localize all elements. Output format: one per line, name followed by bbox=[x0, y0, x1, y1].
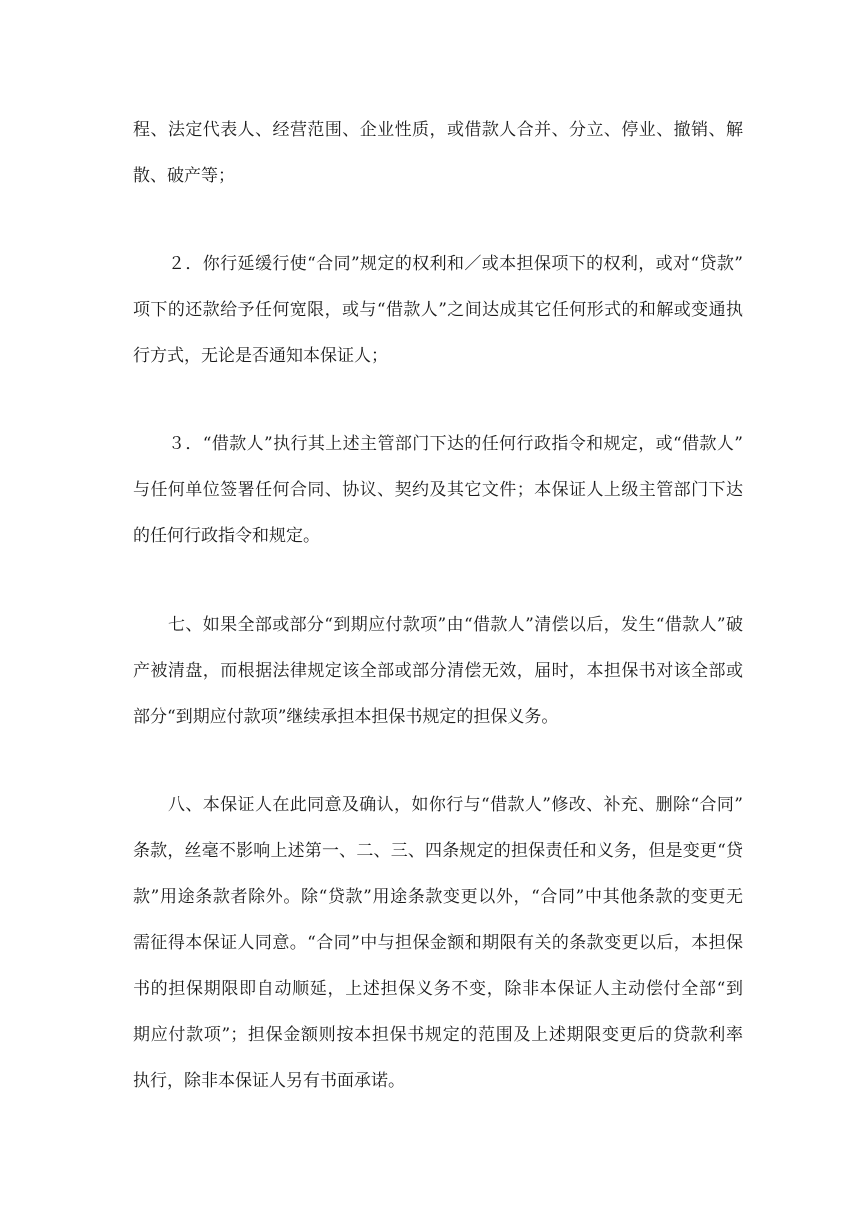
paragraph-5-line-6: 期应付款项”；担保金额则按本担保书规定的范围及上述期限变更后的贷款利率 bbox=[133, 1025, 743, 1045]
paragraph-2-line-3: 行方式，无论是否通知本保证人； bbox=[133, 346, 388, 366]
paragraph-1-line-1: 程、法定代表人、经营范围、企业性质，或借款人合并、分立、停业、撤销、解 bbox=[133, 120, 743, 140]
paragraph-3-line-3: 的任何行政指令和规定。 bbox=[133, 526, 320, 546]
paragraph-1-line-2: 散、破产等； bbox=[133, 166, 235, 186]
paragraph-4-line-2: 产被清盘，而根据法律规定该全部或部分清偿无效，届时，本担保书对该全部或 bbox=[133, 661, 743, 681]
paragraph-2-line-1: ２．你行延缓行使“合同”规定的权利和／或本担保项下的权利，或对“贷款” bbox=[168, 254, 743, 274]
paragraph-4-line-1: 七、如果全部或部分“到期应付款项”由“借款人”清偿以后，发生“借款人”破 bbox=[168, 615, 743, 635]
paragraph-5-line-5: 书的担保期限即自动顺延，上述担保义务不变，除非本保证人主动偿付全部“到 bbox=[133, 979, 743, 999]
paragraph-5-line-7: 执行，除非本保证人另有书面承诺。 bbox=[133, 1071, 405, 1091]
paragraph-3-line-2: 与任何单位签署任何合同、协议、契约及其它文件；本保证人上级主管部门下达 bbox=[133, 480, 743, 500]
paragraph-2-line-2: 项下的还款给予任何宽限，或与“借款人”之间达成其它任何形式的和解或变通执 bbox=[133, 300, 743, 320]
paragraph-5-line-1: 八、本保证人在此同意及确认，如你行与“借款人”修改、补充、删除“合同” bbox=[168, 795, 743, 815]
paragraph-4-line-3: 部分“到期应付款项”继续承担本担保书规定的担保义务。 bbox=[133, 707, 559, 727]
paragraph-5-line-3: 款”用途条款者除外。除“贷款”用途条款变更以外，“合同”中其他条款的变更无 bbox=[133, 887, 743, 907]
paragraph-5-line-2: 条款，丝毫不影响上述第一、二、三、四条规定的担保责任和义务，但是变更“贷 bbox=[133, 841, 743, 861]
paragraph-3-line-1: ３．“借款人”执行其上述主管部门下达的任何行政指令和规定，或“借款人” bbox=[168, 434, 743, 454]
paragraph-5-line-4: 需征得本保证人同意。“合同”中与担保金额和期限有关的条款变更以后，本担保 bbox=[133, 933, 743, 953]
